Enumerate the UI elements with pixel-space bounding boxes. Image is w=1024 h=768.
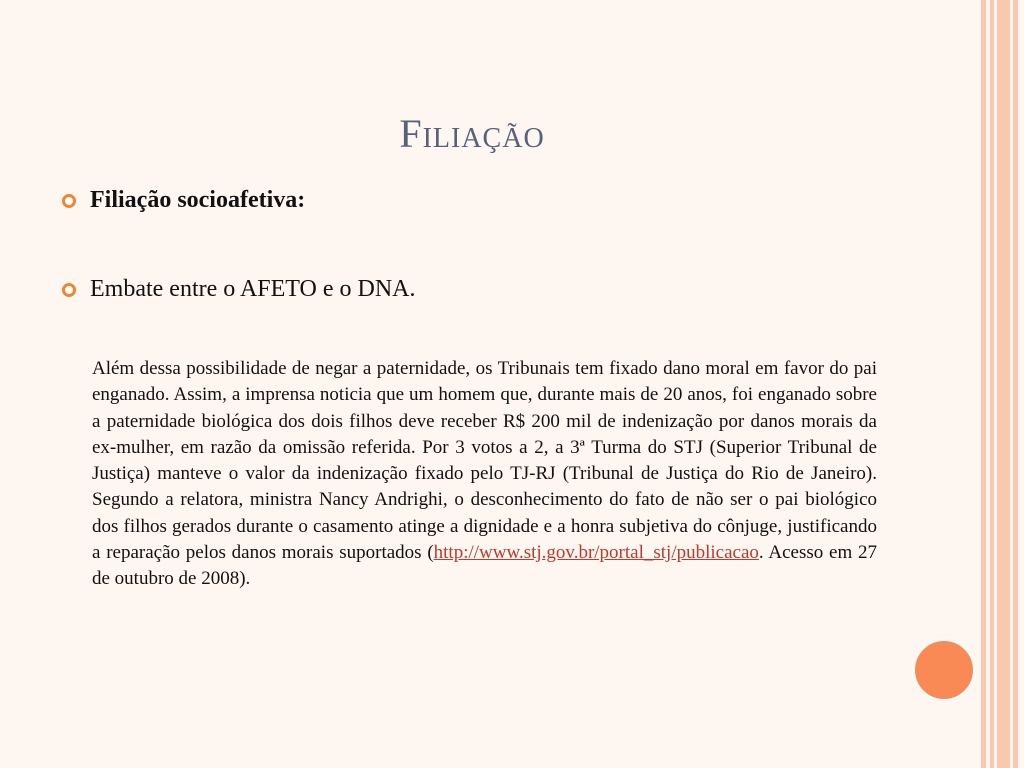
bullet-item-afeto-dna <box>62 276 416 303</box>
body-paragraph <box>92 356 877 593</box>
decorative-stripe <box>997 0 1010 768</box>
decorative-stripe <box>1013 0 1018 768</box>
bullet-icon <box>62 194 76 208</box>
bullet-icon <box>62 283 76 297</box>
decorative-stripe <box>990 0 994 768</box>
bullet-text: Embate entre o AFETO e o DNA. <box>90 276 416 302</box>
paragraph-text-end: . Acesso em 27 de outubro de 2008). <box>92 542 877 590</box>
source-link[interactable]: http://www.stj.gov.br/portal_stj/publicacao <box>433 542 759 564</box>
slide-title: Filiação <box>399 111 545 156</box>
decorative-circle <box>913 639 975 701</box>
bullet-text: Filiação socioafetiva: <box>90 187 306 213</box>
paragraph-text: Além dessa possibilidade de negar a paternidade, os Tribunais tem fixado dano moral em favor do pai enganado. Assim, a imprensa noticia que um homem que, durante mais de 20 anos, foi enganado sobre a paternidade biológica dos dois filhos deve receber R$ 200 mil de indenização por danos morais da ex-mulher, em razão da omissão referida. Por 3 votos a 2, a 3ª Turma do STJ (Superior Tribunal de Justiça) manteve o valor da indenização fixado pelo TJ-RJ (Tribunal de Justiça do Rio de Janeiro). Segundo a relatora, ministra Nancy Andrighi, o desconhecimento do fato de não ser o pai biológico dos filhos gerados durante o casamento atinge a dignidade e a honra subjetiva do cônjuge, justificando a reparação pelos danos morais suportados ( <box>92 358 877 564</box>
decorative-stripe <box>981 0 986 768</box>
bullet-item-socioafetiva <box>62 187 305 214</box>
